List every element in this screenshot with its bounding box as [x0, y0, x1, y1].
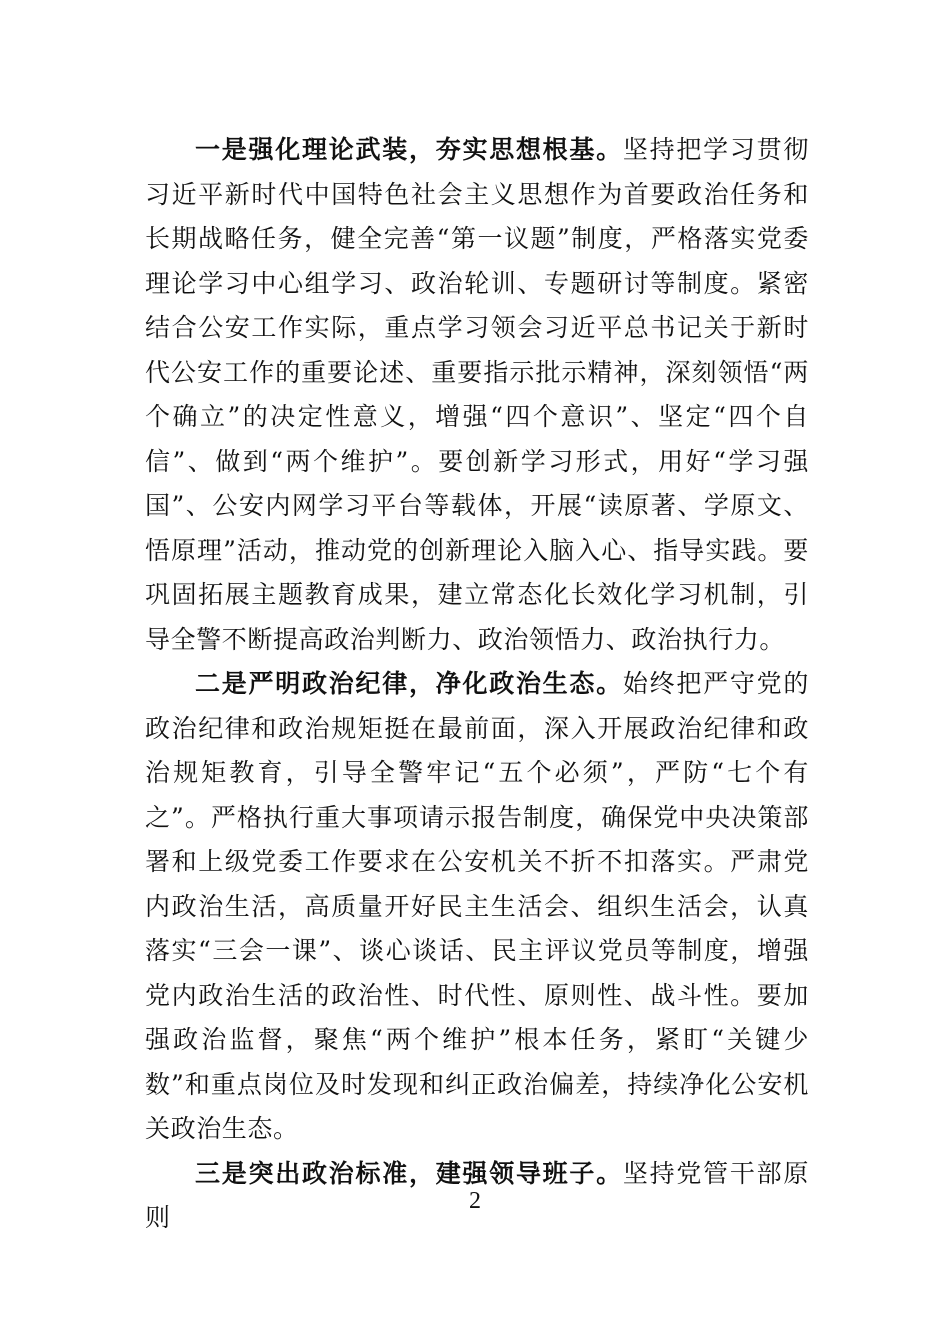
paragraph-1-body: 坚持把学习贯彻习近平新时代中国特色社会主义思想作为首要政治任务和长期战略任务，健全完善“第一议题”制度，严格落实党委理论学习中心组学习、政治轮训、专题研讨等制度。紧密结合公安工作实际，重点学习领会习近平总书记关于新时代公安工作的重要论述、重要指示批示精神，深刻领悟“两个确立”的决定性意义，增强“四个意识”、坚定“四个自信”、做到“两个维护”。要创新学习形式，用好“学习强国”、公安内网学习平台等载体，开展“读原著、学原文、悟原理”活动，推动党的创新理论入脑入心、指导实践。要巩固拓展主题教育成果，建立常态化长效化学习机制，引导全警不断提高政治判断力、政治领悟力、政治执行力。: [145, 135, 809, 654]
paragraph-1-lead: 一是强化理论武装，夯实思想根基。: [195, 135, 623, 164]
paragraph-2: [145, 662, 809, 1152]
paragraph-2-lead: 二是严明政治纪律，净化政治生态。: [195, 669, 623, 698]
paragraph-2-body: 始终把严守党的政治纪律和政治规矩挺在最前面，深入开展政治纪律和政治规矩教育，引导全警牢记“五个必须”，严防“七个有之”。严格执行重大事项请示报告制度，确保党中央决策部署和上级党委工作要求在公安机关不折不扣落实。严肃党内政治生活，高质量开好民主生活会、组织生活会，认真落实“三会一课”、谈心谈话、民主评议党员等制度，增强党内政治生活的政治性、时代性、原则性、战斗性。要加强政治监督，聚焦“两个维护”根本任务，紧盯“关键少数”和重点岗位及时发现和纠正政治偏差，持续净化公安机关政治生态。: [145, 669, 809, 1143]
paragraph-3-lead: 三是突出政治标准，建强领导班子。: [195, 1158, 623, 1188]
paragraph-3-body: 坚持党管干部原则: [145, 1158, 809, 1232]
body-text: [145, 128, 809, 1241]
page-number: 2: [469, 1188, 481, 1214]
paragraph-1: [145, 128, 809, 662]
